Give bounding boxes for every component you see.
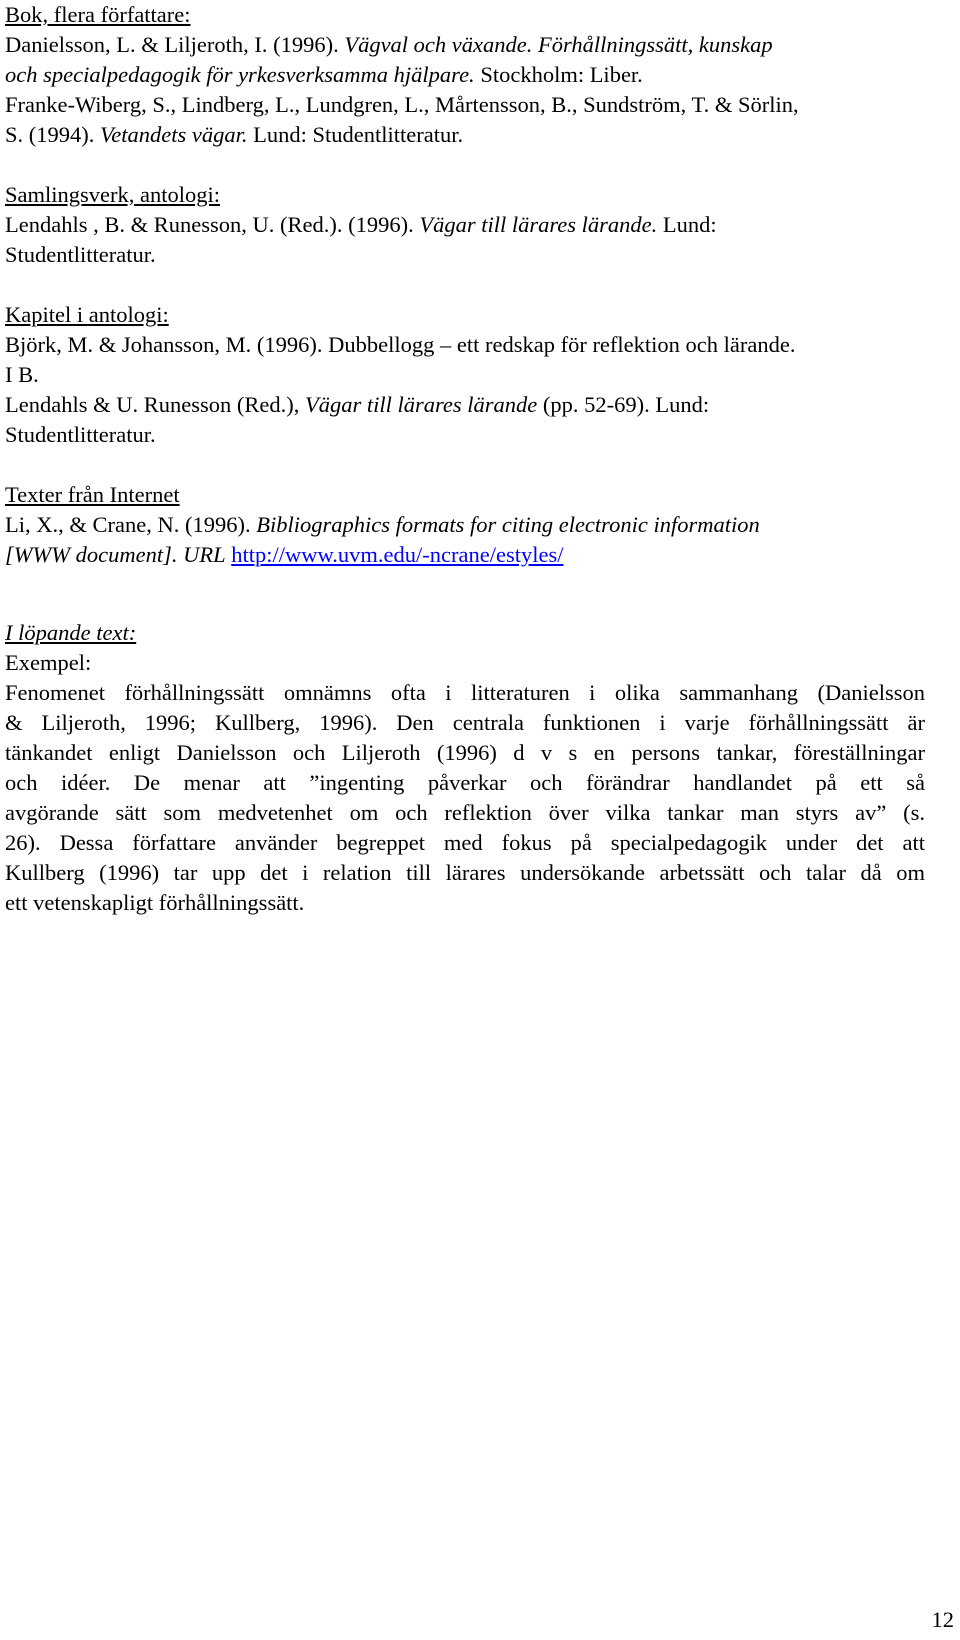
paragraph-line: Kullberg (1996) tar upp det i relation till lärares undersökande arbetssätt och talar då om — [5, 860, 925, 885]
reference-lendahls-line-2: Studentlitteratur. — [5, 242, 156, 267]
reference-li-line-2 — [5, 540, 925, 570]
paragraph-line: Fenomenet förhållningssätt omnämns ofta i litteraturen i olika sammanhang (Danielsson — [5, 680, 925, 705]
reference-title: Bibliographics formats for citing electronic information — [256, 512, 760, 537]
reference-danielsson-line-2 — [5, 60, 925, 90]
spacer — [5, 450, 925, 480]
reference-franke-wiberg-line-2 — [5, 120, 925, 150]
reference-year: S. (1994). — [5, 122, 100, 147]
reference-publisher: Stockholm: Liber. — [474, 62, 643, 87]
reference-bjork-line-2: I B. — [5, 362, 39, 387]
paragraph-line: tänkandet enligt Danielsson och Liljeroth (1996) d v s en persons tankar, föreställningar — [5, 740, 925, 765]
page-number: 12 — [931, 1607, 954, 1632]
reference-publisher: Lund: — [657, 212, 717, 237]
reference-bjork-line-4: Studentlitteratur. — [5, 422, 156, 447]
paragraph-line: ett vetenskapligt förhållningssätt. — [5, 890, 305, 915]
reference-authors: Danielsson, L. & Liljeroth, I. (1996). — [5, 32, 345, 57]
reference-title: Vägar till lärares lärande — [304, 392, 538, 417]
heading-book-multiple-authors: Bok, flera författare: — [5, 2, 191, 27]
paragraph-line: 26). Dessa författare använder begreppet med fokus på specialpedagogik under det att — [5, 830, 925, 855]
document-page — [5, 0, 925, 918]
reference-authors: Lendahls , B. & Runesson, U. (Red.). (1996). — [5, 212, 420, 237]
paragraph-line: & Liljeroth, 1996; Kullberg, 1996). Den centrala funktionen i varje förhållningssätt är — [5, 710, 925, 735]
spacer — [5, 270, 925, 300]
example-paragraph — [5, 678, 925, 918]
heading-anthology: Samlingsverk, antologi: — [5, 182, 220, 207]
reference-url-link[interactable]: http://www.uvm.edu/-ncrane/estyles/ — [231, 542, 564, 567]
reference-bjork-line-3 — [5, 390, 925, 420]
reference-lendahls-line-1 — [5, 210, 925, 240]
reference-publisher: Lund: Studentlitteratur. — [247, 122, 464, 147]
heading-internet-texts: Texter från Internet — [5, 482, 180, 507]
spacer — [5, 150, 925, 180]
heading-chapter-in-anthology: Kapitel i antologi: — [5, 302, 169, 327]
reference-pages: (pp. 52-69). Lund: — [537, 392, 710, 417]
reference-title: Vetandets vägar. — [100, 122, 248, 147]
reference-title: [WWW document]. URL — [5, 542, 226, 567]
paragraph-line: avgörande sätt som medvetenhet om och reflektion över vilka tankar man styrs av” (s. — [5, 800, 925, 825]
reference-authors: Li, X., & Crane, N. (1996). — [5, 512, 257, 537]
reference-franke-wiberg-line-1: Franke-Wiberg, S., Lindberg, L., Lundgren, L., Mårtensson, B., Sundström, T. & Sörlin, — [5, 92, 799, 117]
reference-bjork-line-1: Björk, M. & Johansson, M. (1996). Dubbellogg – ett redskap för reflektion och lärande. — [5, 332, 796, 357]
reference-title: Vägar till lärares lärande. — [419, 212, 658, 237]
reference-title: och specialpedagogik för yrkesverksamma hjälpare. — [5, 62, 475, 87]
reference-editors: Lendahls & U. Runesson (Red.), — [5, 392, 305, 417]
paragraph-line: och idéer. De menar att ”ingenting påverkar och förändrar handlandet på ett så — [5, 770, 925, 795]
heading-running-text: I löpande text: — [5, 620, 137, 645]
reference-danielsson-line-1 — [5, 30, 925, 60]
example-label: Exempel: — [5, 650, 92, 675]
reference-title: Vägval och växande. Förhållningssätt, kunskap — [344, 32, 773, 57]
spacer — [5, 570, 925, 618]
reference-li-line-1 — [5, 510, 925, 540]
